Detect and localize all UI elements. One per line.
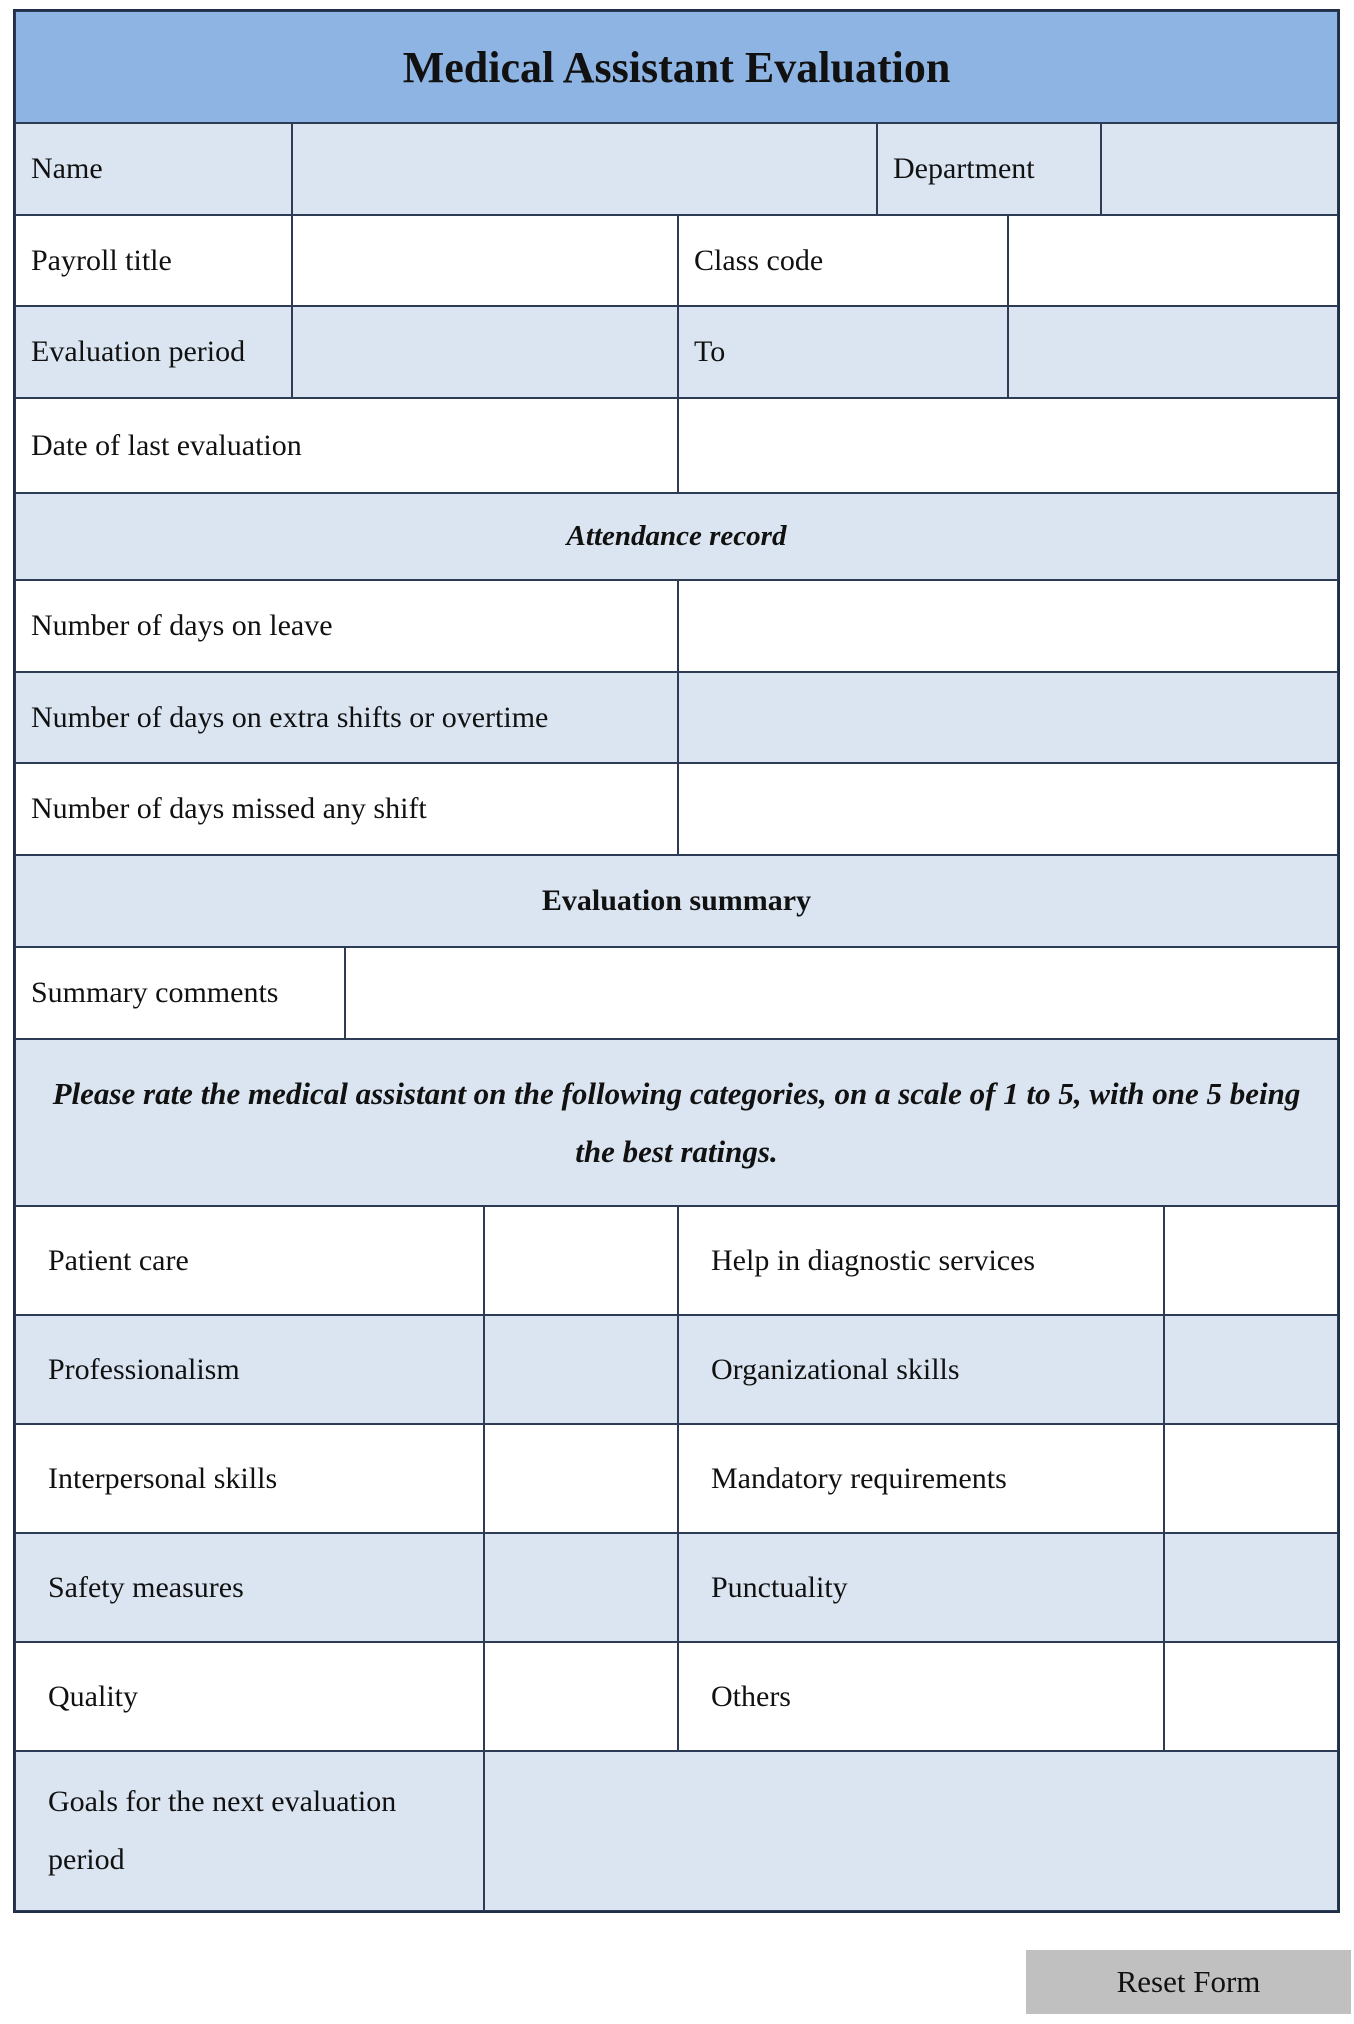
rating-field-safety-measures[interactable]	[484, 1533, 678, 1642]
class-code-label: Class code	[678, 215, 1008, 306]
days-leave-field[interactable]	[678, 580, 1338, 672]
goals-field[interactable]	[484, 1751, 1338, 1911]
rating-field-patient-care[interactable]	[484, 1206, 678, 1315]
rating-field-punctuality[interactable]	[1164, 1533, 1338, 1642]
to-label: To	[678, 306, 1008, 398]
goals-label: Goals for the next evaluation period	[15, 1751, 484, 1911]
rating-label-quality: Quality	[15, 1642, 484, 1751]
rating-field-others[interactable]	[1164, 1642, 1338, 1751]
rating-label-organizational-skills: Organizational skills	[678, 1315, 1164, 1424]
attendance-heading: Attendance record	[15, 493, 1338, 580]
rating-label-patient-care: Patient care	[15, 1206, 484, 1315]
rating-label-punctuality: Punctuality	[678, 1533, 1164, 1642]
rating-field-interpersonal-skills[interactable]	[484, 1424, 678, 1533]
rating-label-professionalism: Professionalism	[15, 1315, 484, 1424]
rating-label-safety-measures: Safety measures	[15, 1533, 484, 1642]
days-leave-label: Number of days on leave	[15, 580, 678, 672]
rating-field-mandatory-requirements[interactable]	[1164, 1424, 1338, 1533]
evaluation-form	[13, 9, 1340, 1913]
rating-label-diagnostic-services: Help in diagnostic services	[678, 1206, 1164, 1315]
rating-field-organizational-skills[interactable]	[1164, 1315, 1338, 1424]
rating-field-professionalism[interactable]	[484, 1315, 678, 1424]
rating-instructions: Please rate the medical assistant on the following categories, on a scale of 1 to 5, with one 5 being the best ratings.	[15, 1039, 1338, 1206]
evaluation-period-label: Evaluation period	[15, 306, 292, 398]
summary-comments-field[interactable]	[345, 947, 1338, 1039]
class-code-field[interactable]	[1008, 215, 1338, 306]
date-last-evaluation-label: Date of last evaluation	[15, 398, 678, 493]
rating-label-interpersonal-skills: Interpersonal skills	[15, 1424, 484, 1533]
rating-field-quality[interactable]	[484, 1642, 678, 1751]
date-last-evaluation-field[interactable]	[678, 398, 1338, 493]
days-missed-label: Number of days missed any shift	[15, 763, 678, 855]
department-label: Department	[877, 123, 1101, 215]
summary-comments-label: Summary comments	[15, 947, 345, 1039]
payroll-title-label: Payroll title	[15, 215, 292, 306]
rating-label-others: Others	[678, 1642, 1164, 1751]
evaluation-period-from-field[interactable]	[292, 306, 678, 398]
form-title: Medical Assistant Evaluation	[15, 11, 1338, 123]
department-field[interactable]	[1101, 123, 1338, 215]
evaluation-summary-heading: Evaluation summary	[15, 855, 1338, 947]
reset-form-button[interactable]: Reset Form	[1026, 1950, 1351, 2014]
name-label: Name	[15, 123, 292, 215]
payroll-title-field[interactable]	[292, 215, 678, 306]
evaluation-period-to-field[interactable]	[1008, 306, 1338, 398]
name-field[interactable]	[292, 123, 877, 215]
days-missed-field[interactable]	[678, 763, 1338, 855]
rating-field-diagnostic-services[interactable]	[1164, 1206, 1338, 1315]
rating-label-mandatory-requirements: Mandatory requirements	[678, 1424, 1164, 1533]
days-overtime-field[interactable]	[678, 672, 1338, 763]
days-overtime-label: Number of days on extra shifts or overtime	[15, 672, 678, 763]
